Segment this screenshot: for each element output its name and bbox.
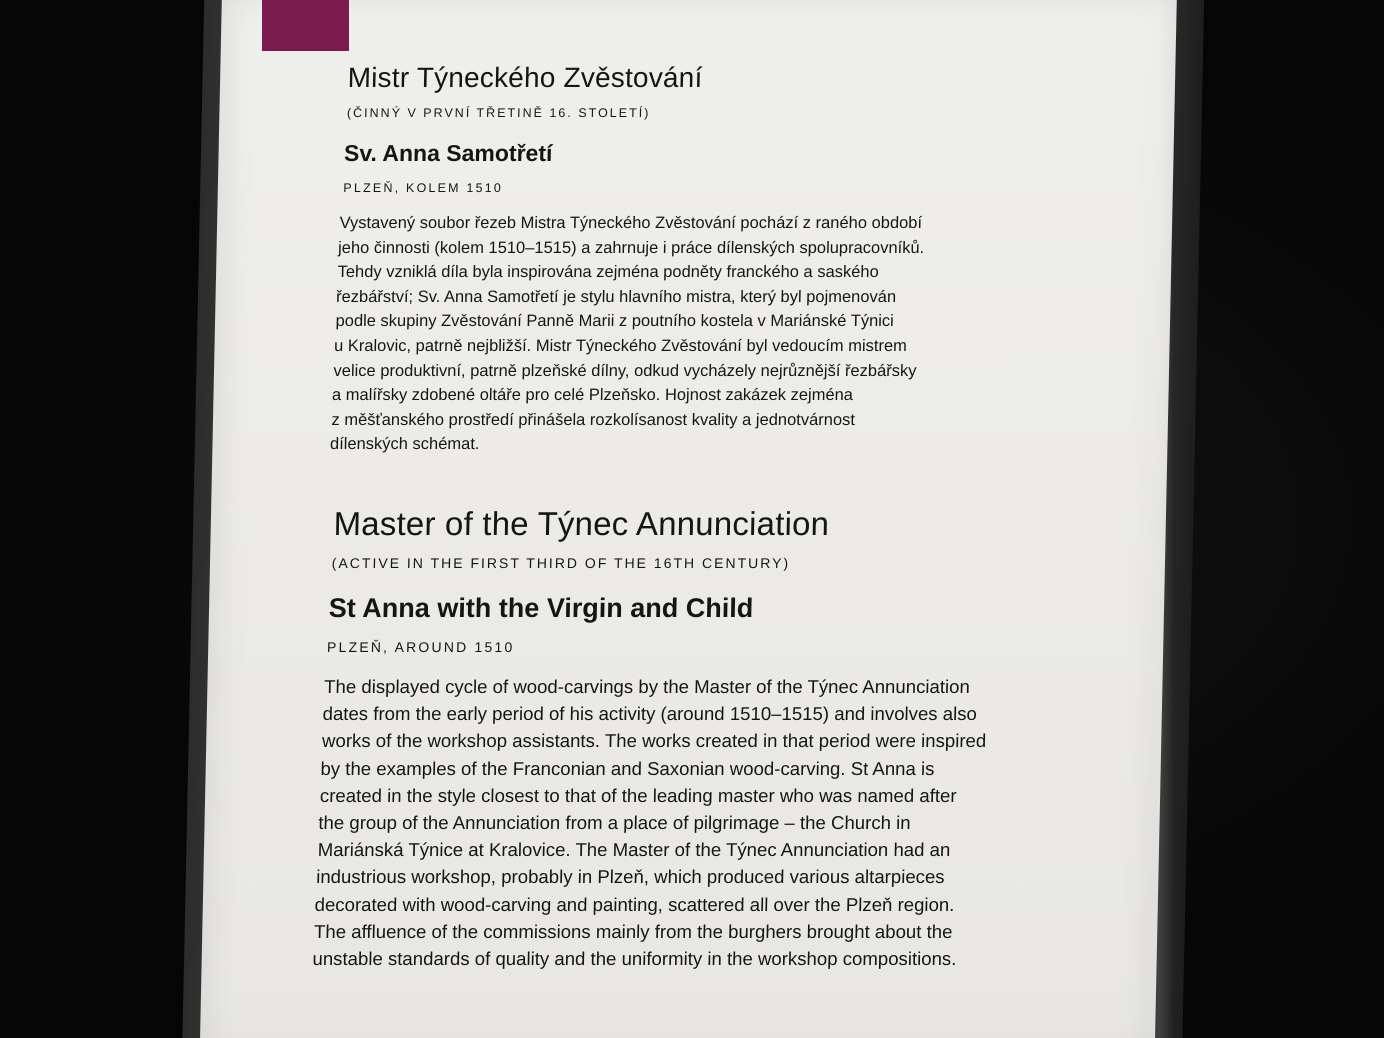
- text-line: by the examples of the Franconian and Saxonian wood-carving. St Anna is: [320, 757, 935, 779]
- text-line: unstable standards of quality and the uniformity in the workshop compositions.: [312, 948, 957, 970]
- text-line: z měšťanského prostředí přinášela rozkolísanost kvality a jednotvárnost: [331, 410, 856, 429]
- text-line: velice produktivní, patrně plzeňské dílny, odkud vycházely nejrůznější řezbářsky: [333, 361, 917, 380]
- english-artist-dates: (ACTIVE IN THE FIRST THIRD OF THE 16TH CENTURY): [331, 555, 791, 571]
- czech-place-date: PLZEŇ, KOLEM 1510: [343, 181, 504, 195]
- glass-reflection: [1144, 0, 1174, 1038]
- text-line: works of the workshop assistants. The works created in that period were inspired: [321, 730, 987, 752]
- czech-label-section: [330, 62, 1118, 457]
- text-line: Vystavený soubor řezeb Mistra Týneckého Zvěstování pochází z raného období: [339, 214, 923, 232]
- text-line: podle skupiny Zvěstování Panně Marii z poutního kostela v Mariánské Týnici: [335, 312, 894, 331]
- text-line: dates from the early period of his activity (around 1510–1515) and involves also: [322, 703, 978, 725]
- text-line: decorated with wood-carving and painting, scattered all over the Plzeň region.: [314, 893, 955, 915]
- english-place-date: PLZEŇ, AROUND 1510: [326, 639, 515, 655]
- text-line: dílenských schémat.: [329, 435, 480, 454]
- english-description: [312, 673, 1138, 972]
- text-line: industrious workshop, probably in Plzeň, which produced various altarpieces: [315, 866, 945, 888]
- english-work-title: St Anna with the Virgin and Child: [328, 593, 754, 623]
- english-label-section: [312, 505, 1142, 972]
- czech-work-title: Sv. Anna Samotřetí: [343, 140, 553, 166]
- text-line: The displayed cycle of wood-carvings by the Master of the Týnec Annunciation: [323, 676, 971, 697]
- text-line: řezbářství; Sv. Anna Samotřetí je stylu hlavního mistra, který byl pojmenován: [335, 287, 897, 306]
- text-line: u Kralovic, patrně nejbližší. Mistr Týneckého Zvěstování byl vedoucím mistrem: [333, 336, 908, 355]
- text-line: a malířsky zdobené oltáře pro celé Plzeňsko. Hojnost zakázek zejména: [331, 386, 854, 405]
- text-line: the group of the Annunciation from a place of pilgrimage – the Church in: [318, 812, 911, 834]
- text-line: jeho činnosti (kolem 1510–1515) a zahrnuje i práce dílenských spolupracovníků.: [337, 238, 925, 257]
- text-line: Mariánská Týnice at Kralovice. The Master of the Týnec Annunciation had an: [317, 839, 951, 861]
- czech-artist-name: Mistr Týneckého Zvěstování: [347, 62, 703, 93]
- czech-artist-dates: (ČINNÝ V PRVNÍ TŘETINĚ 16. STOLETÍ): [346, 106, 651, 120]
- czech-description: [330, 211, 1115, 457]
- english-artist-name: Master of the Týnec Annunciation: [333, 505, 830, 542]
- text-line: created in the style closest to that of the leading master who was named after: [319, 784, 957, 806]
- text-line: Tehdy vzniklá díla byla inspirována zejména podněty franckého a saského: [337, 263, 879, 282]
- accent-color-block: [262, 0, 349, 51]
- text-line: The affluence of the commissions mainly from the burghers brought about the: [313, 920, 953, 942]
